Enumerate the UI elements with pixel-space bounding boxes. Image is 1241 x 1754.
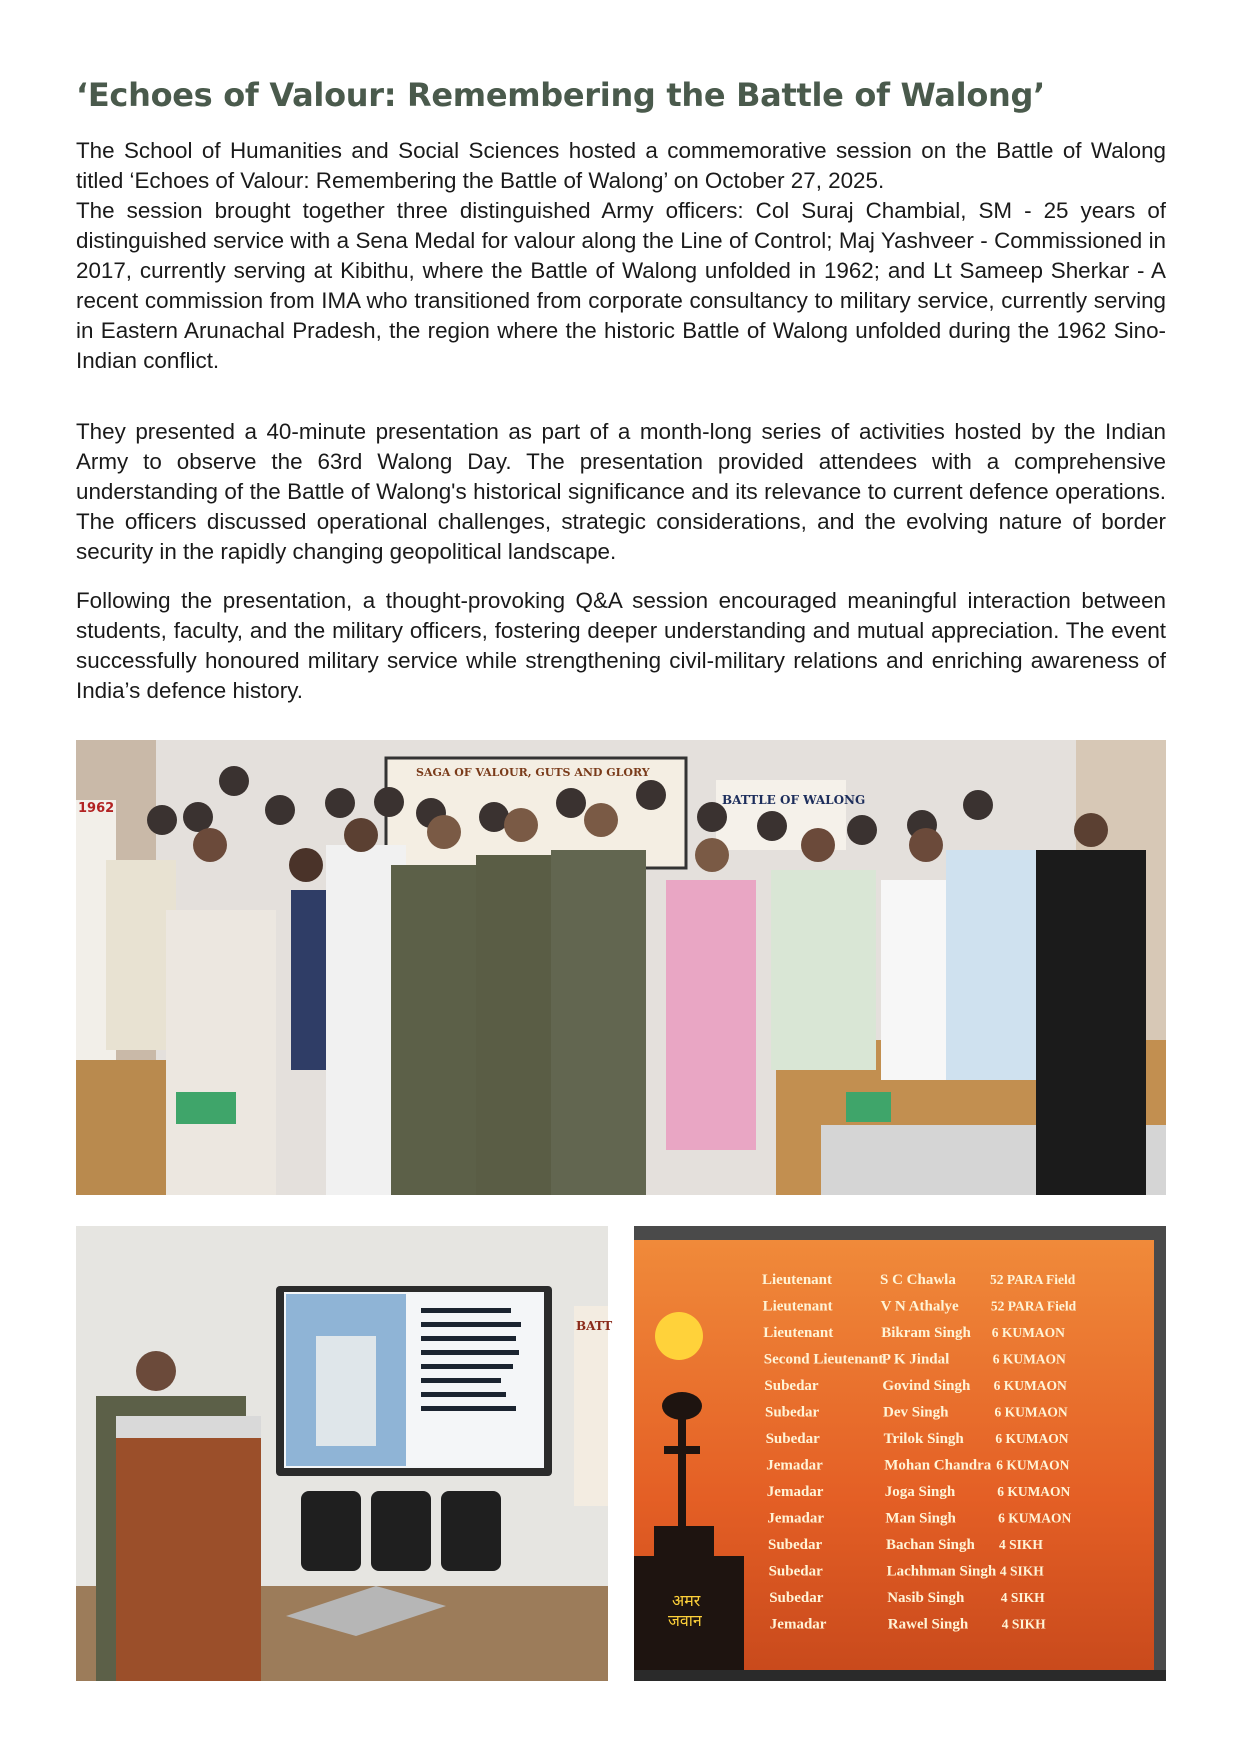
roll-name-cell: Dev Singh	[883, 1404, 949, 1421]
roll-unit-cell: 6 KUMAON	[992, 1351, 1066, 1367]
roll-unit-cell: 6 KUMAON	[991, 1325, 1065, 1340]
roll-rank-cell: Second Lieutenant	[763, 1351, 884, 1368]
roll-name-cell: Nasib Singh	[887, 1590, 965, 1606]
roll-name-cell: Trilok Singh	[883, 1431, 964, 1447]
amar-text: अमर	[672, 1591, 701, 1610]
roll-rank-cell: Lieutenant	[762, 1272, 833, 1288]
speaker-banner-text: BATT	[576, 1319, 613, 1333]
roll-rank-cell: Lieutenant	[763, 1325, 834, 1341]
roll-name-cell: Bikram Singh	[881, 1325, 971, 1341]
roll-rank-cell: Jemadar	[766, 1457, 823, 1474]
roll-unit-cell: 4 SIKH	[1001, 1616, 1046, 1632]
roll-unit-cell: 52 PARA Field	[990, 1298, 1077, 1314]
intro-sentence: The School of Humanities and Social Sciences hosted a commemorative session on the Battle of Walong titled ‘Echoes of Valour: Remembering the Battle of Walong’ on October 27, 2025.	[76, 138, 1166, 193]
roll-name-cell: Mohan Chandra	[884, 1457, 992, 1474]
qa-paragraph: Following the presentation, a thought-provoking Q&A session encouraged meaningful interaction between students, faculty, and the military officers, fostering deeper understanding and mutual appreciation. The event successfully honoured military service while strengthening civil-military relations and enriching awareness of India’s defence history.	[76, 588, 1166, 703]
roll-name-cell: Joga Singh	[884, 1484, 956, 1500]
roll-name-cell: Lachhman Singh	[886, 1563, 997, 1580]
roll-rank-cell: Jemadar	[766, 1484, 824, 1500]
roll-rank-cell: Jemadar	[767, 1510, 825, 1527]
roll-name-cell: V N Athalye	[880, 1298, 959, 1315]
roll-name-cell: S C Chawla	[880, 1272, 956, 1288]
roll-of-honour-photo	[634, 1226, 1166, 1681]
banner-walong-text: BATTLE OF WALONG	[722, 793, 866, 807]
sun-shape	[655, 1312, 703, 1360]
roll-unit-cell: 52 PARA Field	[990, 1272, 1076, 1287]
officers-sentence: The session brought together three distinguished Army officers: Col Suraj Chambial, SM - 25 years of distinguished service with a Sena Medal for valour along the Line of Control; Maj Yashveer - Commissioned in 2017, currently serving at Kibithu, where the Battle of Walong unfolded in 1962; and Lt Sameep Sherkar - A recent commission from IMA who transitioned from corporate consultancy to military service, currently serving in Eastern Arunachal Pradesh, the region where the historic Battle of Walong unfolded during the 1962 Sino-Indian conflict.	[76, 198, 1166, 373]
roll-rank-cell: Subedar	[768, 1563, 823, 1580]
roll-rank-cell: Lieutenant	[762, 1298, 833, 1315]
roll-name-cell: Rawel Singh	[887, 1616, 969, 1633]
intro-paragraph	[76, 136, 1166, 376]
banner-year-text: 1962	[78, 801, 115, 816]
roll-unit-cell: 4 SIKH	[999, 1563, 1044, 1579]
roll-rank-cell: Subedar	[768, 1537, 823, 1553]
roll-unit-cell: 4 SIKH	[1000, 1590, 1045, 1605]
roll-name-cell: Govind Singh	[882, 1378, 971, 1394]
roll-unit-cell: 6 KUMAON	[998, 1510, 1072, 1526]
roll-unit-cell: 6 KUMAON	[995, 1431, 1069, 1446]
jawan-text: जवान	[668, 1611, 702, 1630]
roll-unit-cell: 6 KUMAON	[996, 1457, 1070, 1473]
article-title: ‘Echoes of Valour: Remembering the Battle of Walong’	[76, 76, 1045, 114]
roll-name-cell: Bachan Singh	[886, 1537, 975, 1553]
presentation-paragraph: They presented a 40-minute presentation as part of a month-long series of activities hosted by the Indian Army to observe the 63rd Walong Day. The presentation provided attendees with a comprehensive understanding of the Battle of Walong's historical significance and its relevance to current defence operations. The officers discussed operational challenges, strategic considerations, and the evolving nature of border security in the rapidly changing geopolitical landscape.	[76, 419, 1166, 564]
roll-unit-cell: 6 KUMAON	[994, 1404, 1068, 1420]
roll-name-cell: Man Singh	[885, 1510, 956, 1527]
roll-rank-cell: Subedar	[764, 1378, 819, 1394]
roll-unit-cell: 6 KUMAON	[997, 1484, 1071, 1499]
roll-rank-cell: Subedar	[765, 1404, 820, 1421]
roll-name-cell: P K Jindal	[881, 1351, 950, 1368]
roll-unit-cell: 4 SIKH	[999, 1537, 1043, 1552]
roll-rank-cell: Subedar	[765, 1431, 820, 1447]
group-photo	[76, 740, 1166, 1195]
roll-unit-cell: 6 KUMAON	[993, 1378, 1067, 1393]
roll-rank-cell: Jemadar	[769, 1616, 827, 1633]
wooden-podium	[116, 1416, 261, 1681]
speaker-photo	[76, 1226, 613, 1681]
roll-rank-cell: Subedar	[769, 1590, 824, 1606]
banner-saga-text: SAGA OF VALOUR, GUTS AND GLORY	[416, 766, 650, 779]
